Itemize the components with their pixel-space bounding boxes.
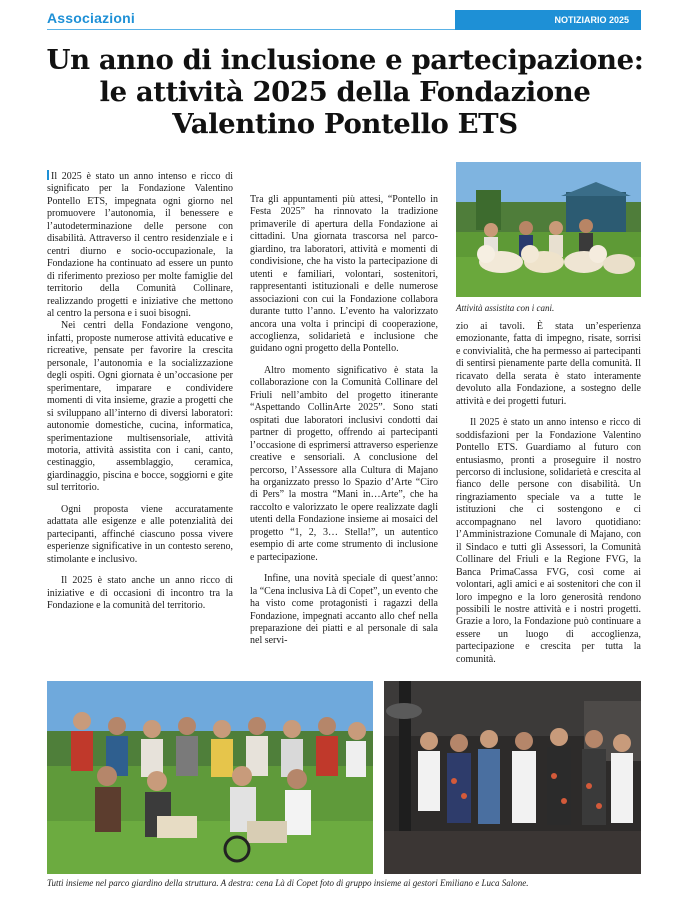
newsletter-badge: NOTIZIARIO 2025: [455, 10, 641, 30]
photo-dog-therapy: [456, 162, 641, 297]
article-column-3: [456, 321, 641, 666]
article-column-2: [250, 194, 438, 648]
paragraph: Infine, una novità speciale di quest’anno: la “Cena inclusiva Là di Copet”, un evento che ha visto come protagonisti i ragazzi della Fondazione, impegnati accanto allo chef nella preparazione dei piatti e al personale di sala nel servi-: [250, 573, 438, 647]
paragraph: Ogni proposta viene accuratamente adattata alle esigenze e alle potenzialità dei partecipanti, affinché ciascuno possa vivere esperienze significative in un contesto sereno, stimolante e inclusivo.: [47, 503, 233, 565]
photo-dinner-staff-image: [384, 681, 641, 874]
paragraph: Il 2025 è stato anche un anno ricco di iniziative e di occasioni di incontro tra la Fondazione e la comunità del territorio.: [47, 575, 233, 611]
paragraph: Nei centri della Fondazione vengono, infatti, proposte numerose attività educative e ricreative, pensate per favorire la crescita personale, l’autonomia e la socializzazione degli ospiti. Ogni giornata è un’occasione per sperimentare, imparare e condividere momenti di vita insieme, grazie a progetti che si sviluppano all’interno di diversi laboratori: autonomie domestiche, cucina, informatica, sperimentazione multisensoriale, attività motoria, attività assistita con i cani, canto, cestinaggio, assemblaggio, ceramica, giardinaggio, piscina e bocce, soggiorni e gite sul territorio.: [47, 320, 233, 494]
paragraph-marker: [47, 170, 49, 180]
photo-caption-dogs: Attività assistita con i cani.: [456, 303, 555, 313]
paragraph: Il 2025 è stato un anno intenso e ricco di significato per la Fondazione Valentino Pontello ETS, impegnata ogni giorno nel promuovere l’autonomia, il benessere e l’autodeterminazione delle persone con disabilità. Attraverso il centro residenziale e i centri diurno e socio-occupazionale, la Fondazione ha continuato ad essere un punto di riferimento prezioso per molte famiglie del territorio della Comunità Collinare, realizzando progetti e iniziative che mettono al centro la persona e i suoi bisogni.: [47, 171, 233, 319]
article-title: Un anno di inclusione e partecipazione: le attività 2025 della Fondazione Valentino Pontello ETS: [46, 44, 644, 140]
photo-dog-therapy-image: [456, 162, 641, 297]
paragraph: Il 2025 è stato un anno intenso e ricco di soddisfazioni per la Fondazione Valentino Pontello ETS. Guardiamo al futuro con entusiasmo, pronti a proseguire il nostro percorso di inclusione, solidarietà e crescita al fianco delle persone con disabilità. Un ringraziamento speciale va a tutte le istituzioni che ci sostengono e ci accompagnano nel lavoro quotidiano: l’Amministrazione Comunale di Majano, con il Sindaco e tutti gli Assessori, la Comunità Collinare del Friuli e la Regione FVG, la Banca PrimaCassa FVG, così come ai volontari, agli amici e ai sostenitori che con il loro impegno e la loro generosità rendono possibili le nostre attività e i nostri progetti. Grazie a loro, la Fondazione può continuare a essere un luogo di accoglienza, partecipazione e crescita per tutta la comunità.: [456, 417, 641, 665]
photo-caption-bottom: Tutti insieme nel parco giardino della struttura. A destra: cena Là di Copet foto di gruppo insieme ai gestori Emiliano e Luca Salone.: [47, 878, 529, 888]
paragraph: Altro momento significativo è stata la collaborazione con la Comunità Collinare del Friuli nell’ambito del progetto itinerante “Aspettando CollinArte 2025”. Sono stati ospitati due laboratori inclusivi condotti dai partner di progetto, offrendo ai partecipanti l’occasione di esprimersi attraverso esperienze creative e sensoriali. A conclusione del percorso, l’Assessore alla Cultura di Majano ha organizzato presso lo Spazio d’Arte “Ciro di Pers” la mostra “Mani in…Arte”, che ha raccolto e valorizzato le opere realizzate dagli utenti della Fondazione insieme ai mosaici del progetto “1, 2, 3… Stella!”, un autentico esempio di arte come strumento di inclusione e partecipazione.: [250, 364, 438, 563]
paragraph: Tra gli appuntamenti più attesi, “Pontello in Festa 2025” ha rinnovato la tradizione primaverile di apertura della Fondazione ai cittadini. Una giornata trascorsa nel parco-giardino, tra laboratori, attività e momenti di condivisione, che ha visto la partecipazione di utenti e familiari, volontari, sostenitori, rappresentanti istituzionali e delle numerose associazioni con cui la Fondazione collabora durante tutto l’anno. L’evento ha valorizzato ancora una volta i principi di cooperazione, accoglienza, solidarietà e inclusione che guidano ogni progetto della Pontello.: [250, 194, 438, 355]
paragraph: zio ai tavoli. È stata un’esperienza emozionante, fatta di impegno, risate, sorrisi e convivialità, che ha permesso ai partecipanti di sentirsi pienamente parte della comunità. Il ricavato della serata è stato interamente devoluto alla Fondazione, a sostegno delle attività e dei progetti futuri.: [456, 321, 641, 407]
photo-dinner-staff: [384, 681, 641, 874]
section-label: Associazioni: [47, 10, 135, 26]
article-column-1: [47, 170, 233, 612]
photo-group-park: [47, 681, 373, 874]
photo-group-park-image: [47, 681, 373, 874]
